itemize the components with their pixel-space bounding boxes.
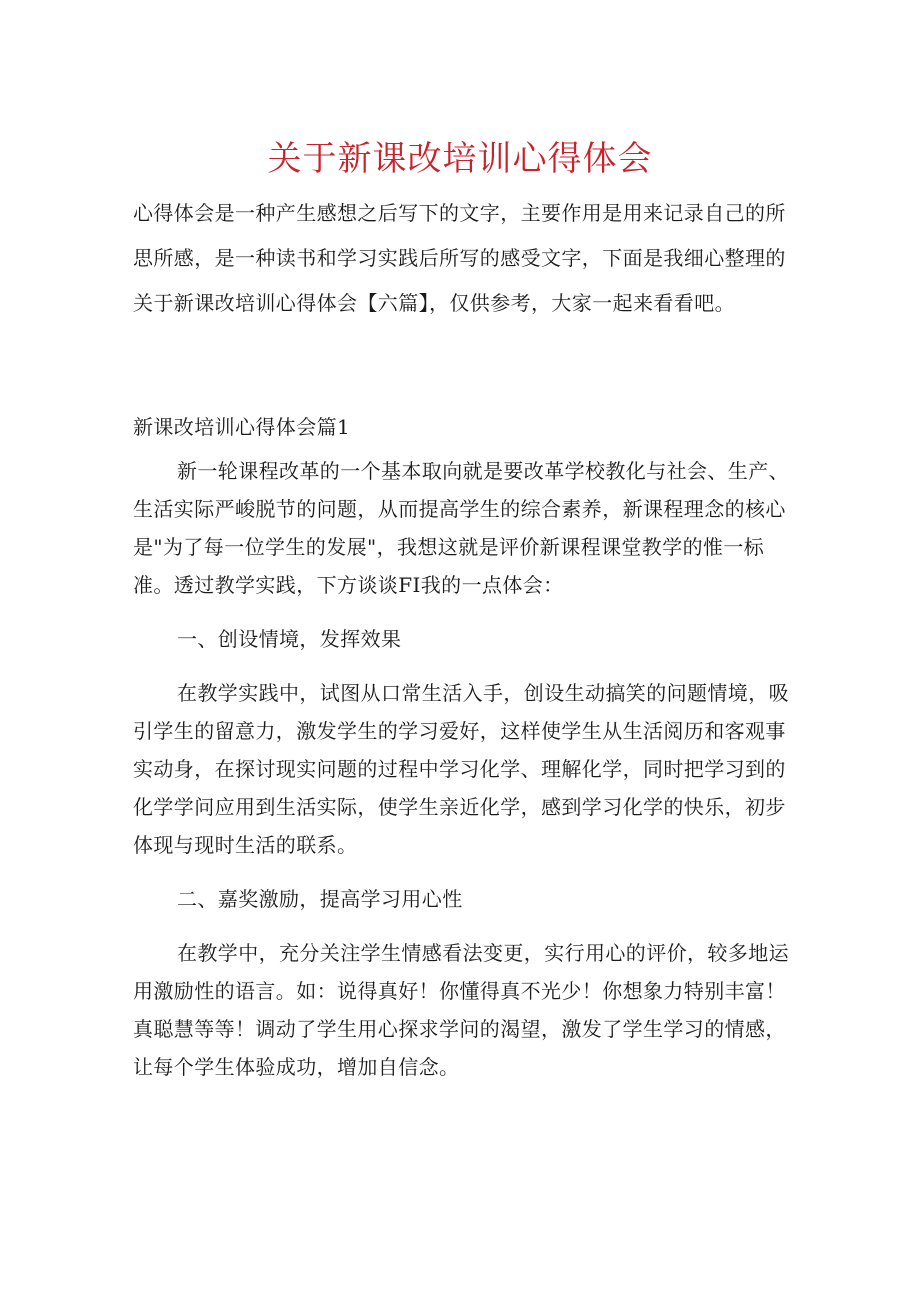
section-heading: 新课改培训心得体会篇1 xyxy=(133,415,351,439)
subheading-1: 一、创设情境，发挥效果 xyxy=(177,627,402,651)
body-paragraph-1: 新一轮课程改革的一个基本取向就是要改革学校教化与社会、生产、生活实际严峻脱节的问题，从而提高学生的综合素养，新课程理念的核心是"为了每一位学生的发展"，我想这就是评价新课程课堂教学的惟一标准。透过教学实践，下方谈谈FI我的一点体会： xyxy=(133,459,789,597)
body-paragraph-3: 在教学中，充分关注学生情感看法变更，实行用心的评价，较多地运用激励性的语言。如：说得真好！你懂得真不光少！你想象力特别丰富！真聪慧等等！调动了学生用心探求学问的渴望，激发了学生学习的情感，让每个学生体验成功，增加自信念。 xyxy=(133,941,789,1079)
section-content xyxy=(133,452,791,1086)
document-title: 关于新课改培训心得体会 xyxy=(267,139,653,179)
body-paragraph-2: 在教学实践中，试图从口常生活入手，创设生动搞笑的问题情境，吸引学生的留意力，激发学生的学习爱好，这样使学生从生活阅历和客观事实动身，在探讨现实问题的过程中学习化学、理解化学，同时把学习到的化学学问应用到生活实际，使学生亲近化学，感到学习化学的快乐，初步体现与现时生活的联系。 xyxy=(133,681,789,857)
intro-paragraph: 心得体会是一种产生感想之后写下的文字，主要作用是用来记录自己的所思所感，是一种读书和学习实践后所写的感受文字，下面是我细心整理的关于新课改培训心得体会【六篇】，仅供参考，大家一起来看看吧。 xyxy=(133,201,786,315)
subheading-2: 二、嘉奖激励，提高学习用心性 xyxy=(177,887,463,911)
